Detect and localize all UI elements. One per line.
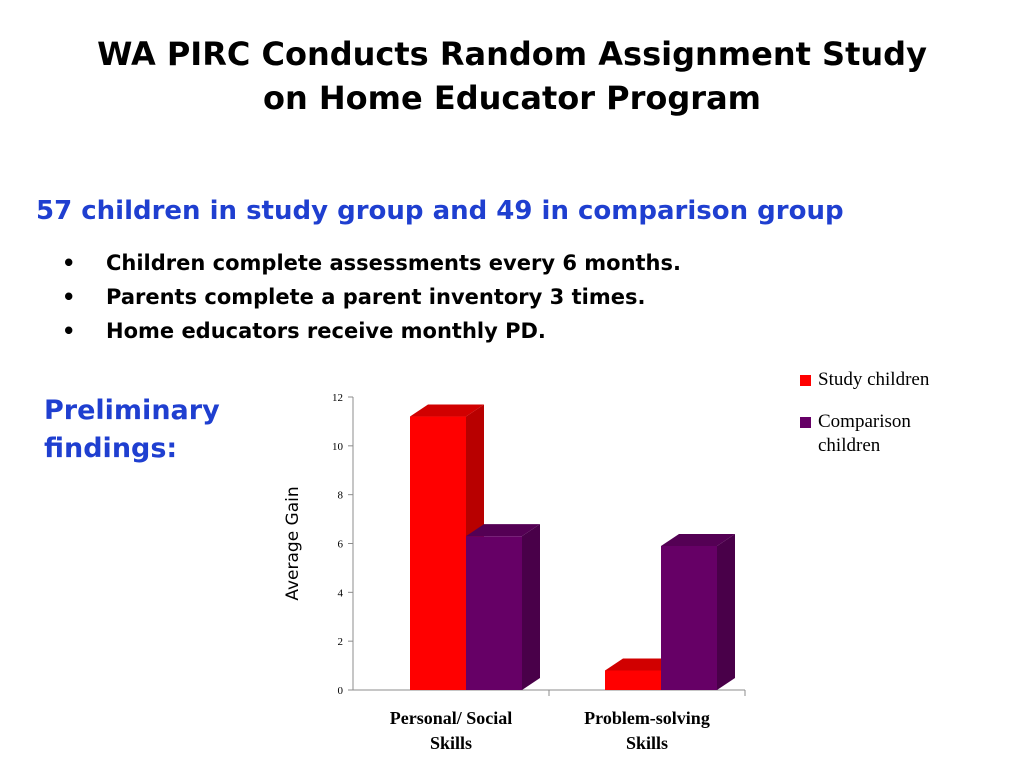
y-tick-label: 6	[337, 538, 343, 551]
slide-title	[40, 32, 984, 120]
bar-front	[466, 536, 522, 690]
findings-line-1: Preliminary	[44, 395, 220, 426]
legend-label-study: Study children	[818, 369, 930, 390]
y-axis-title: Average Gain	[283, 486, 303, 601]
study-subtitle: 57 children in study group and 49 in comparison group	[36, 196, 844, 226]
y-tick-label: 2	[337, 636, 343, 649]
y-tick-label: 12	[332, 392, 343, 404]
bullet-text: Children complete assessments every 6 months.	[106, 251, 681, 275]
legend-swatch-study	[800, 375, 811, 386]
x-tick-label: Problem-solving	[584, 708, 710, 728]
bullet-item	[62, 280, 681, 314]
bar-side	[522, 524, 540, 690]
bullet-dot: •	[62, 251, 76, 275]
bar-side	[717, 534, 735, 690]
x-tick-label: Skills	[429, 733, 473, 753]
bar-chart	[270, 360, 770, 760]
bullet-text: Parents complete a parent inventory 3 times.	[106, 285, 646, 309]
legend-swatch-comparison	[800, 417, 811, 428]
bar-front	[605, 670, 661, 690]
y-tick-label: 10	[332, 440, 343, 453]
chart-legend	[800, 368, 958, 476]
legend-item-comparison	[800, 410, 958, 458]
findings-line-2: findings:	[44, 433, 178, 464]
legend-label-comparison: Comparison children	[818, 411, 911, 456]
bullet-item	[62, 314, 681, 348]
slide-title-line-1: WA PIRC Conducts Random Assignment Study	[97, 35, 927, 73]
bar-front	[661, 546, 717, 690]
x-tick-label: Skills	[625, 733, 669, 753]
bullet-dot: •	[62, 319, 76, 343]
slide-title-line-2: on Home Educator Program	[262, 79, 761, 117]
bar-front	[410, 417, 466, 690]
bullet-item	[62, 246, 681, 280]
preliminary-findings-label	[44, 392, 220, 468]
y-tick-label: 4	[337, 587, 343, 600]
y-tick-label: 0	[337, 685, 343, 697]
legend-item-study	[800, 368, 958, 392]
x-tick-label: Personal/ Social	[389, 708, 513, 728]
bullet-text: Home educators receive monthly PD.	[106, 319, 546, 343]
y-tick-label: 8	[337, 489, 343, 502]
bullet-dot: •	[62, 285, 76, 309]
bullet-list	[62, 246, 681, 348]
